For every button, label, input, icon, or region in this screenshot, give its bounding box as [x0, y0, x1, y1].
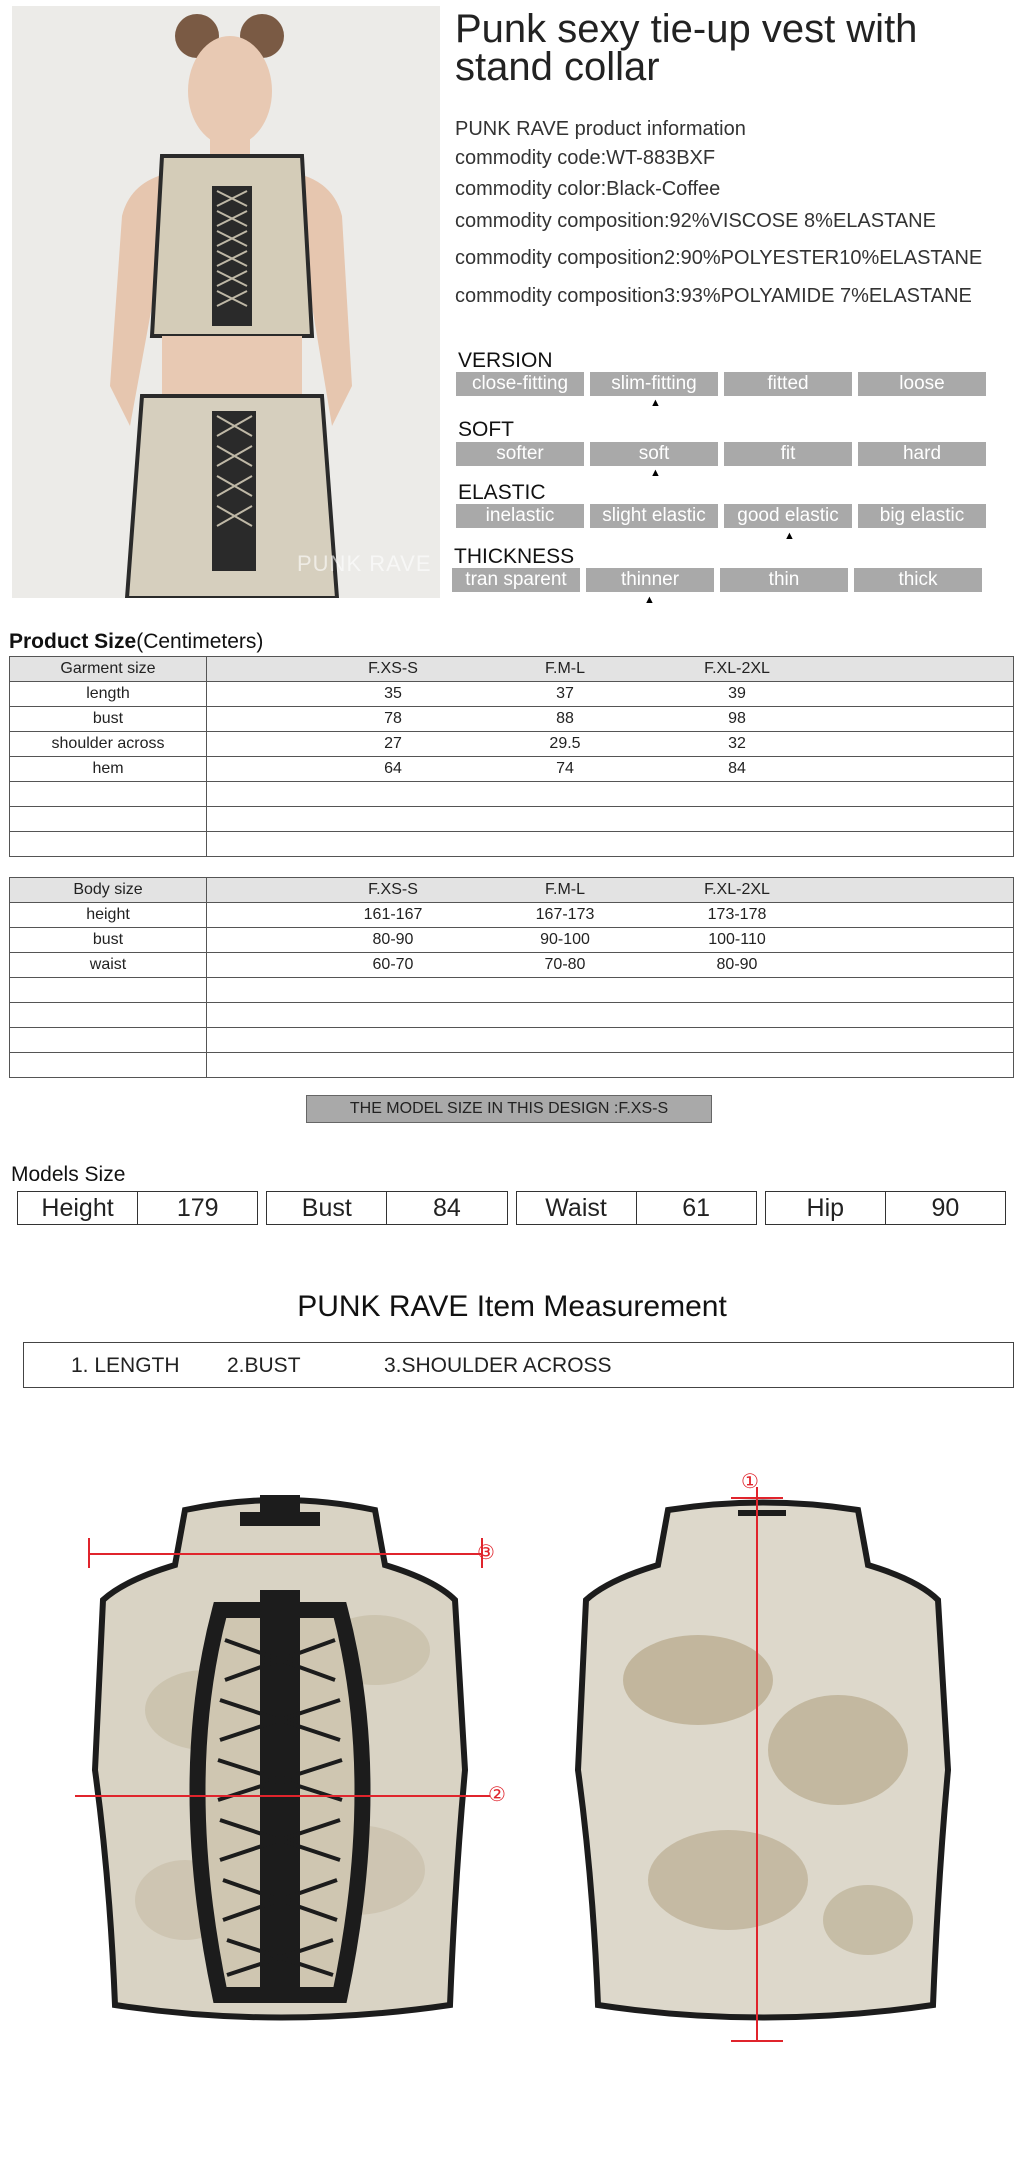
commodity-code-label: commodity code:: [455, 147, 607, 169]
cell: 167-173: [535, 906, 595, 923]
measurement-legend: [23, 1342, 1014, 1388]
cell: 90-100: [540, 931, 590, 948]
measurement-item-shoulder: 3.SHOULDER ACROSS: [384, 1354, 612, 1377]
row-values: [207, 953, 1014, 978]
empty-row: [10, 782, 1014, 807]
composition-2-value: 90%POLYESTER10%ELASTANE: [680, 247, 983, 269]
scale-soft-option: soft: [590, 442, 718, 466]
scale-version-option: close-fitting: [456, 372, 584, 396]
model-waist-label: Waist: [517, 1192, 637, 1224]
measurement-item-length: 1. LENGTH: [71, 1354, 180, 1377]
empty-row: [10, 832, 1014, 857]
length-measure-tick-top: [731, 1497, 783, 1499]
shoulder-measure-tick: [88, 1538, 90, 1568]
garment-size-table: [9, 656, 1014, 857]
bust-measure-line: [75, 1795, 490, 1797]
table-row: [10, 682, 1014, 707]
composition-3-label: commodity composition3:: [455, 285, 681, 307]
commodity-composition-2: [455, 247, 982, 270]
cell: 98: [728, 710, 746, 727]
cell: 29.5: [549, 735, 581, 752]
length-measure-tick-bottom: [731, 2040, 783, 2042]
commodity-composition: [455, 210, 936, 233]
cell: 173-178: [707, 906, 767, 923]
table-header-row: [10, 657, 1014, 682]
row-label: height: [10, 903, 207, 928]
row-values: [207, 928, 1014, 953]
scale-version-option: slim-fitting: [590, 372, 718, 396]
cell: 27: [384, 735, 402, 752]
models-size-cell: [765, 1191, 1006, 1225]
model-photo: [12, 6, 440, 598]
empty-row: [10, 1028, 1014, 1053]
measurement-title: PUNK RAVE Item Measurement: [297, 1290, 727, 1323]
garment-front-image: [55, 1450, 505, 2050]
models-size-cell: [516, 1191, 757, 1225]
empty-row: [10, 807, 1014, 832]
row-label: bust: [10, 928, 207, 953]
composition-label: commodity composition:: [455, 210, 670, 232]
header-values: [207, 657, 1014, 682]
cell: 80-90: [372, 931, 414, 948]
row-label: hem: [10, 757, 207, 782]
commodity-code-value: WT-883BXF: [606, 147, 716, 169]
scale-version-option: fitted: [724, 372, 852, 396]
table-row: [10, 707, 1014, 732]
cell: 84: [728, 760, 746, 777]
cell: 39: [728, 685, 746, 702]
table-row: [10, 757, 1014, 782]
row-values: [207, 903, 1014, 928]
size-col-header: F.M-L: [545, 660, 585, 677]
size-col-header: F.M-L: [545, 881, 585, 898]
body-size-table: [9, 877, 1014, 1078]
scale-version-option: loose: [858, 372, 986, 396]
product-size-title: [9, 630, 263, 654]
row-values: [207, 707, 1014, 732]
models-size-title: Models Size: [11, 1163, 126, 1186]
model-height-label: Height: [18, 1192, 138, 1224]
cell: 37: [556, 685, 574, 702]
cell: 60-70: [372, 956, 414, 973]
empty-row: [10, 1003, 1014, 1028]
table-row: [10, 928, 1014, 953]
row-values: [207, 682, 1014, 707]
scale-version-marker: ▲: [650, 397, 661, 409]
model-bust-value: 84: [433, 1194, 461, 1222]
row-label: waist: [10, 953, 207, 978]
scale-soft: [456, 442, 986, 466]
cell: 78: [384, 710, 402, 727]
scale-elastic-option: inelastic: [456, 504, 584, 528]
scale-thickness-option: thinner: [586, 568, 714, 592]
garment-size-header: Garment size: [10, 657, 207, 682]
cell: 161-167: [363, 906, 423, 923]
cell: 80-90: [716, 956, 758, 973]
scale-thickness-label: THICKNESS: [454, 545, 575, 568]
scale-elastic-option: good elastic: [724, 504, 852, 528]
cell: 74: [556, 760, 574, 777]
scale-version-label: VERSION: [458, 349, 553, 372]
model-size-note: THE MODEL SIZE IN THIS DESIGN :F.XS-S: [306, 1095, 712, 1123]
scale-thickness-option: thick: [854, 568, 982, 592]
models-size-row: [17, 1191, 1006, 1225]
scale-soft-label: SOFT: [458, 418, 514, 441]
brand-info-line: PUNK RAVE product information: [455, 118, 746, 140]
scale-thickness-marker: ▲: [644, 594, 655, 606]
scale-soft-option: softer: [456, 442, 584, 466]
body-size-header: Body size: [10, 878, 207, 903]
scale-thickness-option: thin: [720, 568, 848, 592]
model-bust-label: Bust: [267, 1192, 387, 1224]
model-hip-label: Hip: [766, 1192, 886, 1224]
row-values: [207, 732, 1014, 757]
header-values: [207, 878, 1014, 903]
composition-3-value: 93%POLYAMIDE 7%ELASTANE: [680, 285, 972, 307]
marker-3: ③: [477, 1542, 495, 1564]
cell: 100-110: [708, 931, 766, 948]
scale-elastic: [456, 504, 986, 528]
scale-elastic-label: ELASTIC: [458, 481, 546, 504]
shoulder-measure-line: [88, 1553, 483, 1555]
commodity-color-value: Black-Coffee: [606, 178, 721, 200]
scale-thickness: [452, 568, 982, 592]
composition-value: 92%VISCOSE 8%ELASTANE: [669, 210, 936, 232]
length-measure-line: [756, 1487, 758, 2042]
watermark: PUNK RAVE: [297, 551, 432, 576]
row-label: length: [10, 682, 207, 707]
empty-row: [10, 1053, 1014, 1078]
models-size-cell: [17, 1191, 258, 1225]
cell: 88: [556, 710, 574, 727]
commodity-color-label: commodity color:: [455, 178, 607, 200]
model-hip-value: 90: [931, 1194, 960, 1222]
size-col-header: F.XL-2XL: [704, 881, 770, 898]
cell: 32: [728, 735, 746, 752]
scale-soft-option: fit: [724, 442, 852, 466]
scale-elastic-option: slight elastic: [590, 504, 718, 528]
row-label: shoulder across: [10, 732, 207, 757]
scale-thickness-option: tran sparent: [452, 568, 580, 592]
table-row: [10, 903, 1014, 928]
commodity-code: [455, 147, 715, 170]
scale-elastic-option: big elastic: [858, 504, 986, 528]
marker-2: ②: [488, 1784, 506, 1806]
garment-back-image: [538, 1450, 988, 2050]
composition-2-label: commodity composition2:: [455, 247, 681, 269]
commodity-color: [455, 178, 720, 201]
cell: 35: [384, 685, 402, 702]
product-title: Punk sexy tie-up vest with stand collar: [455, 7, 918, 89]
models-size-table: [9, 1191, 1014, 1225]
row-label: bust: [10, 707, 207, 732]
scale-soft-option: hard: [858, 442, 986, 466]
table-row: [10, 732, 1014, 757]
size-col-header: F.XL-2XL: [704, 660, 770, 677]
model-waist-value: 61: [682, 1194, 711, 1222]
product-size-unit: (Centimeters): [136, 630, 264, 653]
marker-1: ①: [741, 1471, 759, 1493]
scale-version: [456, 372, 986, 396]
cell: 70-80: [544, 956, 586, 973]
empty-row: [10, 978, 1014, 1003]
model-height-value: 179: [176, 1194, 219, 1222]
table-row: [10, 953, 1014, 978]
table-header-row: [10, 878, 1014, 903]
product-size-heading: Product Size: [9, 630, 137, 653]
commodity-composition-3: [455, 285, 972, 308]
models-size-cell: [266, 1191, 507, 1225]
scale-elastic-marker: ▲: [784, 530, 795, 542]
size-col-header: F.XS-S: [368, 881, 418, 898]
measurement-item-bust: 2.BUST: [227, 1354, 301, 1377]
row-values: [207, 757, 1014, 782]
cell: 64: [384, 760, 402, 777]
scale-soft-marker: ▲: [650, 467, 661, 479]
size-col-header: F.XS-S: [368, 660, 418, 677]
